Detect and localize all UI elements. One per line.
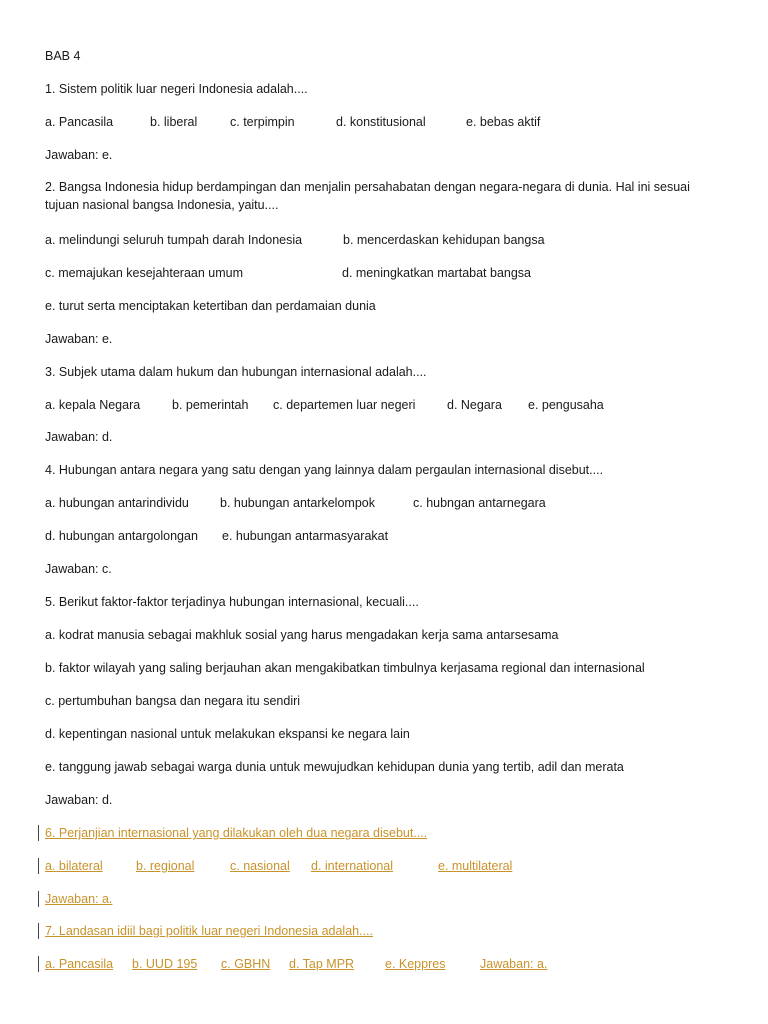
option: b. pemerintah: [172, 398, 249, 412]
question-3: 3. Subjek utama dalam hukum dan hubungan internasional adalah....: [45, 365, 427, 379]
answer-4: Jawaban: c.: [45, 562, 112, 576]
option: d. kepentingan nasional untuk melakukan ekspansi ke negara lain: [45, 727, 410, 741]
option: d. hubungan antargolongan: [45, 529, 198, 543]
option: e. tanggung jawab sebagai warga dunia untuk mewujudkan kehidupan dunia yang tertib, adil dan merata: [45, 760, 624, 774]
option: b. faktor wilayah yang saling berjauhan akan mengakibatkan timbulnya kerjasama regional dan internasional: [45, 661, 645, 675]
answer-2: Jawaban: e.: [45, 332, 113, 346]
answer-1: Jawaban: e.: [45, 148, 113, 162]
option: c. memajukan kesejahteraan umum: [45, 266, 244, 280]
option: a. bilateral: [45, 859, 103, 873]
option: d. Tap MPR: [289, 957, 355, 971]
option: e. pengusaha: [528, 398, 604, 412]
answer-6-line: [45, 890, 728, 908]
answer-6: Jawaban: a.: [45, 892, 113, 906]
option: c. hubngan antarnegara: [413, 496, 546, 510]
option: b. regional: [136, 859, 195, 873]
option: b. UUD 195: [132, 957, 198, 971]
option: d. meningkatkan martabat bangsa: [342, 266, 532, 280]
answer-7: Jawaban: a.: [480, 957, 548, 971]
option: d. konstitusional: [336, 115, 426, 129]
answer-5: Jawaban: d.: [45, 793, 113, 807]
option: a. hubungan antarindividu: [45, 496, 189, 510]
answer-3: Jawaban: d.: [45, 430, 113, 444]
change-bar: [38, 858, 39, 874]
question-6-text: 6. Perjanjian internasional yang dilakukan oleh dua negara disebut....: [45, 826, 428, 840]
change-bar: [38, 956, 39, 972]
question-5: 5. Berikut faktor-faktor terjadinya hubungan internasional, kecuali....: [45, 595, 419, 609]
option: e. hubungan antarmasyarakat: [222, 529, 389, 543]
option: a. melindungi seluruh tumpah darah Indonesia: [45, 233, 303, 247]
question-2: 2. Bangsa Indonesia hidup berdampingan dan menjalin persahabatan dengan negara-negara di dunia. Hal ini sesuai tujuan nasional bangsa Indonesia, yaitu....: [45, 180, 690, 212]
question-4: 4. Hubungan antara negara yang satu dengan yang lainnya dalam pergaulan internasional disebut....: [45, 463, 604, 477]
option: a. Pancasila: [45, 115, 114, 129]
option: d. Negara: [447, 398, 502, 412]
change-bar: [38, 891, 39, 907]
option: a. Pancasila: [45, 957, 114, 971]
change-bar: [38, 923, 39, 939]
option: e. turut serta menciptakan ketertiban dan perdamaian dunia: [45, 299, 376, 313]
option: e. bebas aktif: [466, 115, 541, 129]
option: b. mencerdaskan kehidupan bangsa: [343, 233, 545, 247]
change-bar: [38, 825, 39, 841]
option: c. nasional: [230, 859, 290, 873]
question-7: [45, 922, 728, 940]
option: a. kodrat manusia sebagai makhluk sosial yang harus mengadakan kerja sama antarsesama: [45, 628, 559, 642]
option: b. liberal: [150, 115, 198, 129]
question-7-text: 7. Landasan idiil bagi politik luar negeri Indonesia adalah....: [45, 924, 374, 938]
option: a. kepala Negara: [45, 398, 141, 412]
option: e. Keppres: [385, 957, 446, 971]
option: b. hubungan antarkelompok: [220, 496, 375, 510]
question-6: [45, 824, 728, 842]
option: c. terpimpin: [230, 115, 295, 129]
option: c. departemen luar negeri: [273, 398, 416, 412]
option: c. pertumbuhan bangsa dan negara itu sendiri: [45, 694, 301, 708]
question-1: 1. Sistem politik luar negeri Indonesia adalah....: [45, 82, 308, 96]
option: d. international: [311, 859, 394, 873]
chapter-heading: BAB 4: [45, 49, 81, 63]
option: c. GBHN: [221, 957, 271, 971]
option: e. multilateral: [438, 859, 513, 873]
